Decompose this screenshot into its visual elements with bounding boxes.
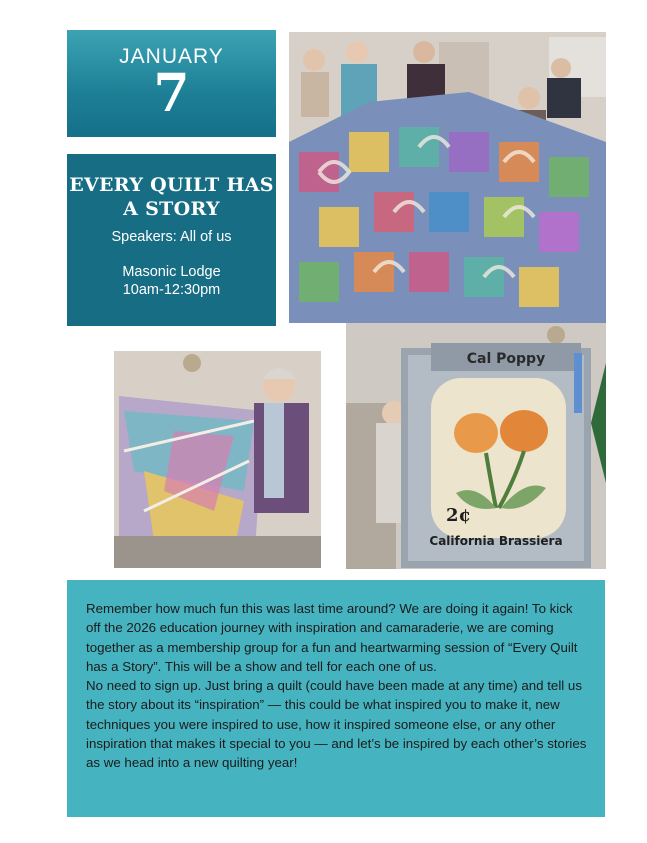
poppy-quilt-photo [346,323,606,569]
date-box [67,30,276,137]
event-title: EVERY QUILT HAS A STORY [69,174,274,220]
event-time: 10am-12:30pm [122,282,221,298]
event-info-box [67,154,276,326]
date-month: JANUARY [119,45,224,68]
event-location: Masonic Lodge [122,264,221,280]
quilt-stamp-number: 2¢ [446,505,472,526]
quilt-group-illustration [289,32,606,323]
woman-art-quilt-photo [114,351,321,568]
quilt-caption: California Brassiera [429,534,563,548]
description-paragraph-2: No need to sign up. Just bring a quilt (could have been made at any time) and tell us the story about its “inspiration” — this could be what inspired you to make it, new techniques you were inspired to use, how it inspired someone else, or any other inspiration that makes it special to you — and let’s be inspired by each other’s stories as we head into a new quilting year! [86,678,587,771]
event-speakers: Speakers: All of us [111,229,232,245]
description-box [67,580,605,817]
quilt-group-photo [289,32,606,323]
poppy-quilt-illustration [346,323,606,569]
date-day: 7 [153,63,190,124]
quilt-top-text: Cal Poppy [466,351,546,367]
art-quilt-illustration [114,351,321,568]
description-paragraph-1: Remember how much fun this was last time around? We are doing it again! To kick off the 2026 education journey with inspiration and camaraderie, we are coming together as a membership group for a fun and heartwarming session of “Every Quilt has a Story”. This will be a show and tell for each one of us. [86,601,578,674]
